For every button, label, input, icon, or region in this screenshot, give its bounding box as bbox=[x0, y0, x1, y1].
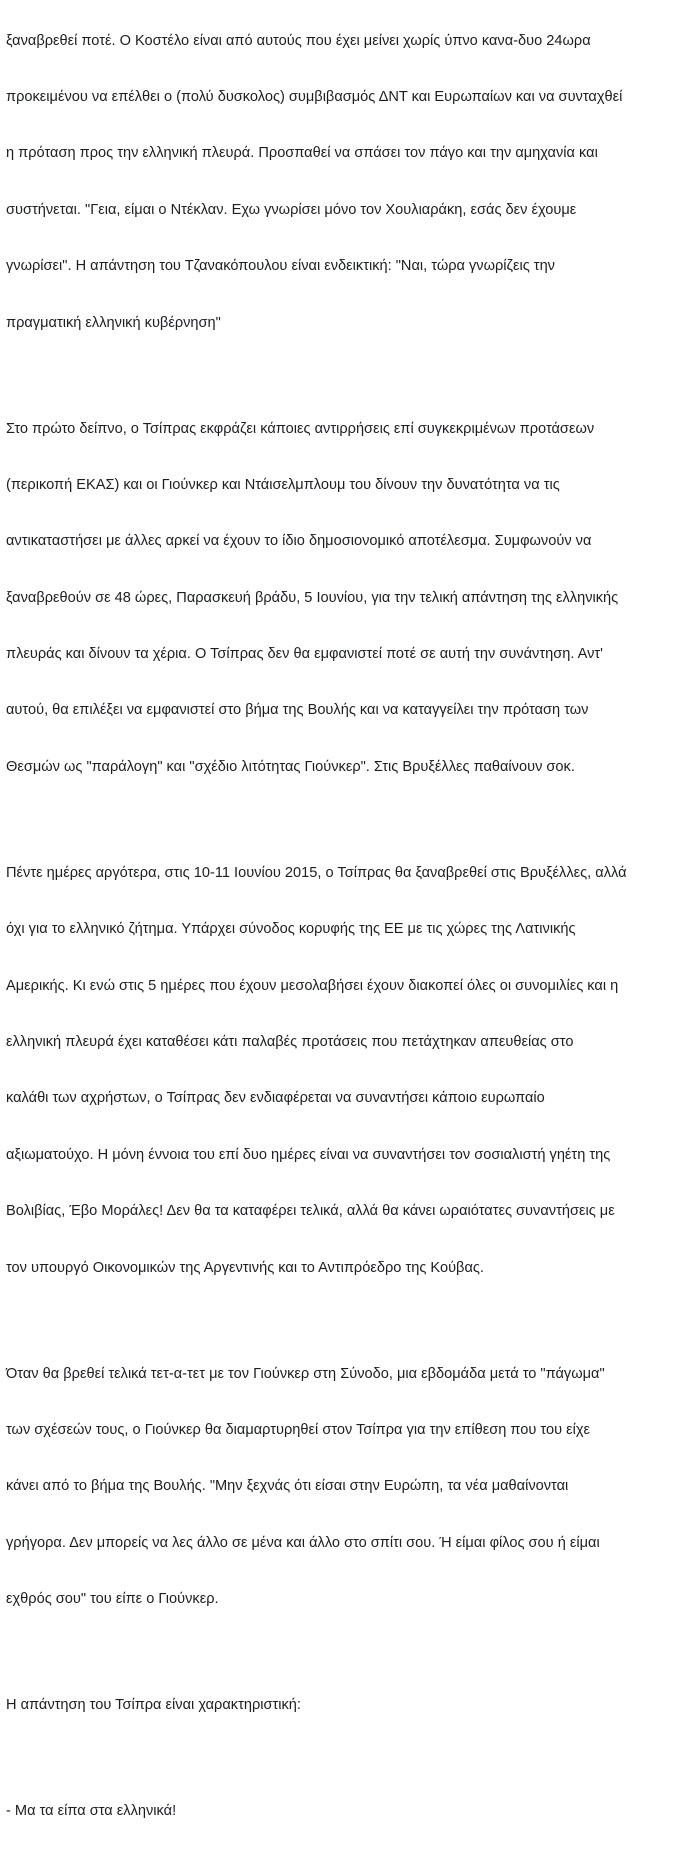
post-body bbox=[6, 0, 676, 1871]
text-line: Πέντε ημέρες αργότερα, στις 10-11 Ιουνίου 2015, ο Τσίπρας θα ξαναβρεθεί στις Βρυξέλλες, αλλά bbox=[6, 864, 627, 881]
text-line: αξιωματούχο. Η μόνη έννοια του επί δυο ημέρες είναι να συναντήσει τον σοσιαλιστή γηέτη της bbox=[6, 1146, 611, 1163]
text-line: Όταν θα βρεθεί τελικά τετ-α-τετ με τον Γιούνκερ στη Σύνοδο, μια εβδομάδα μετά το "πάγωμα" bbox=[6, 1365, 605, 1382]
text-line: ξαναβρεθεί ποτέ. Ο Κοστέλο είναι από αυτούς που έχει μείνει χωρίς ύπνο κανα-δυο 24ωρα bbox=[6, 32, 591, 49]
text-line: αντικαταστήσει με άλλες αρκεί να έχουν το ίδιο δημοσιονομικό αποτέλεσμα. Συμφωνούν να bbox=[6, 533, 592, 550]
text-line: αυτού, θα επιλέξει να εμφανιστεί στο βήμα της Βουλής και να καταγγείλει την πρόταση των bbox=[6, 702, 589, 719]
paragraph bbox=[6, 1659, 676, 1753]
text-line: πλευράς και δίνουν τα χέρια. Ο Τσίπρας δεν θα εμφανιστεί ποτέ σε αυτή την συνάντηση. Αντ' bbox=[6, 646, 603, 663]
text-line: Στο πρώτο δείπνο, ο Τσίπρας εκφράζει κάποιες αντιρρήσεις επί συγκεκριμένων προτάσεων bbox=[6, 420, 595, 437]
text-line: προκειμένου να επέλθει ο (πολύ δυσκολος) συμβιβασμός ΔΝΤ και Ευρωπαίων και να συνταχθεί bbox=[6, 88, 623, 105]
text-line: - Μα τα είπα στα ελληνικά! bbox=[6, 1803, 177, 1820]
text-line: γρήγορα. Δεν μπορείς να λες άλλο σε μένα και άλλο στο σπίτι σου. Ή είμαι φίλος σου ή είμαι bbox=[6, 1534, 600, 1551]
text-line: συστήνεται. "Γεια, είμαι ο Ντέκλαν. Εχω γνωρίσει μόνο τον Χουλιαράκη, εσάς δεν έχουμε bbox=[6, 201, 577, 218]
text-line: κάνει από το βήμα της Βουλής. "Μην ξεχνάς ότι είσαι στην Ευρώπη, τα νέα μαθαίνονται bbox=[6, 1478, 569, 1495]
text-line: καλάθι των αχρήστων, ο Τσίπρας δεν ενδιαφέρεται να συναντήσει κάποιο ευρωπαίο bbox=[6, 1090, 545, 1107]
text-line: η πρόταση προς την ελληνική πλευρά. Προσπαθεί να σπάσει τον πάγο και την αμηχανία και bbox=[6, 145, 598, 162]
text-line: όχι για το ελληνικό ζήτημα. Υπάρχει σύνοδος κορυφής της ΕΕ με τις χώρες της Λατινικής bbox=[6, 921, 576, 938]
text-line: Θεσμών ως "παράλογη" και "σχέδιο λιτότητας Γιούνκερ". Στις Βρυξέλλες παθαίνουν σοκ. bbox=[6, 758, 575, 775]
paragraph bbox=[6, 0, 676, 370]
paragraph bbox=[6, 1765, 676, 1859]
text-line: των σχέσεών τους, ο Γιούνκερ θα διαμαρτυρηθεί στον Τσίπρα για την επίθεση που του είχε bbox=[6, 1421, 591, 1438]
text-line: τον υπουργό Οικονομικών της Αργεντινής και το Αντιπρόεδρο της Κούβας. bbox=[6, 1259, 484, 1276]
paragraph bbox=[6, 382, 676, 814]
text-line: εχθρός σου" του είπε ο Γιούνκερ. bbox=[6, 1591, 219, 1608]
text-line: (περικοπή ΕΚΑΣ) και οι Γιούνκερ και Ντάισελμπλουμ του δίνουν την δυνατότητα να τις bbox=[6, 476, 560, 493]
paragraph bbox=[6, 826, 676, 1315]
text-line: γνωρίσει". Η απάντηση του Τζανακόπουλου είναι ενδεικτική: "Ναι, τώρα γνωρίζεις την bbox=[6, 258, 555, 275]
text-line: ελληνική πλευρά έχει καταθέσει κάτι παλαβές προτάσεις που πετάχτηκαν απευθείας στο bbox=[6, 1034, 574, 1051]
paragraph bbox=[6, 1327, 676, 1647]
text-line: Βολιβίας, Έβο Μοράλες! Δεν θα τα καταφέρει τελικά, αλλά θα κάνει ωραιότατες συναντήσεις με bbox=[6, 1203, 615, 1220]
text-line: Αμερικής. Κι ενώ στις 5 ημέρες που έχουν μεσολαβήσει έχουν διακοπεί όλες οι συνομιλίες και η bbox=[6, 977, 619, 994]
text-line: Η απάντηση του Τσίπρα είναι χαρακτηριστική: bbox=[6, 1697, 301, 1714]
text-line: ξαναβρεθούν σε 48 ώρες, Παρασκευή βράδυ, 5 Ιουνίου, για την τελική απάντηση της ελληνικής bbox=[6, 589, 619, 606]
text-line: πραγματική ελληνική κυβέρνηση" bbox=[6, 314, 221, 331]
